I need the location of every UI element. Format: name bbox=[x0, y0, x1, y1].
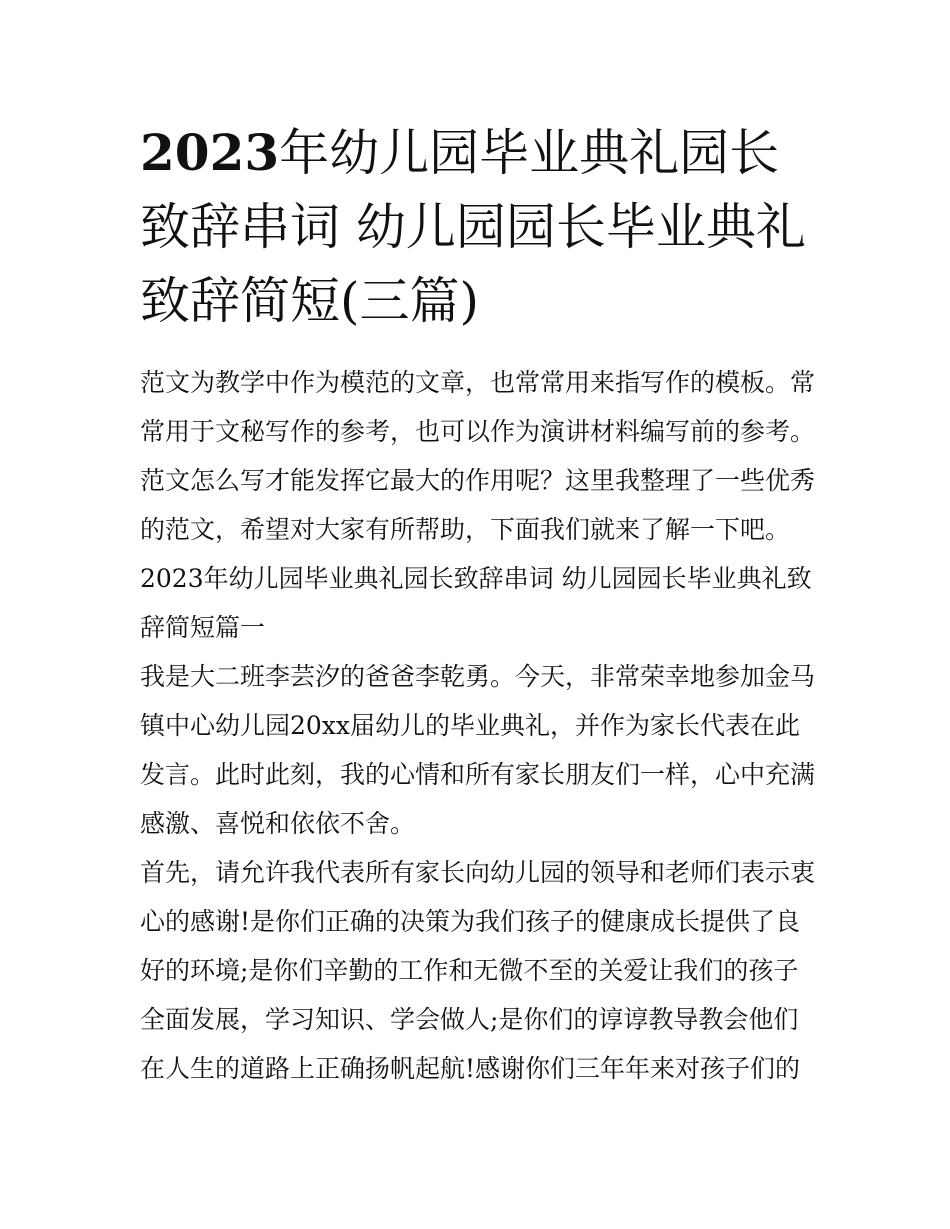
body-paragraph: 我是大二班李芸汐的爸爸李乾勇。今天，非常荣幸地参加金马镇中心幼儿园20xx届幼儿的毕业典礼，并作为家长代表在此发言。此时此刻，我的心情和所有家长朋友们一样，心中充满感激、喜悦和依依不舍。 bbox=[140, 662, 816, 838]
document-body bbox=[140, 358, 820, 1093]
section-heading: 2023年幼儿园毕业典礼园长致辞串词 幼儿园园长毕业典礼致辞简短篇一 bbox=[140, 564, 812, 642]
body-paragraph: 首先，请允许我代表所有家长向幼儿园的领导和老师们表示衷心的感谢!是你们正确的决策为我们孩子的健康成长提供了良好的环境;是你们辛勤的工作和无微不至的关爱让我们的孩子全面发展，学习知识、学会做人;是你们的谆谆教导教会他们在人生的道路上正确扬帆起航!感谢你们三年年来对孩子们的 bbox=[140, 858, 816, 1083]
document-title-text: 年幼儿园毕业典礼园长致辞串词 幼儿园园长毕业典礼致辞简短(三篇) bbox=[140, 124, 806, 330]
document-title-year: 2023 bbox=[140, 123, 280, 182]
document-content bbox=[140, 116, 820, 1093]
document-title bbox=[140, 116, 820, 338]
intro-paragraph: 范文为教学中作为模范的文章，也常常用来指写作的模板。常常用于文秘写作的参考，也可以作为演讲材料编写前的参考。范文怎么写才能发挥它最大的作用呢？这里我整理了一些优秀的范文，希望对大家有所帮助，下面我们就来了解一下吧。 bbox=[140, 368, 816, 544]
